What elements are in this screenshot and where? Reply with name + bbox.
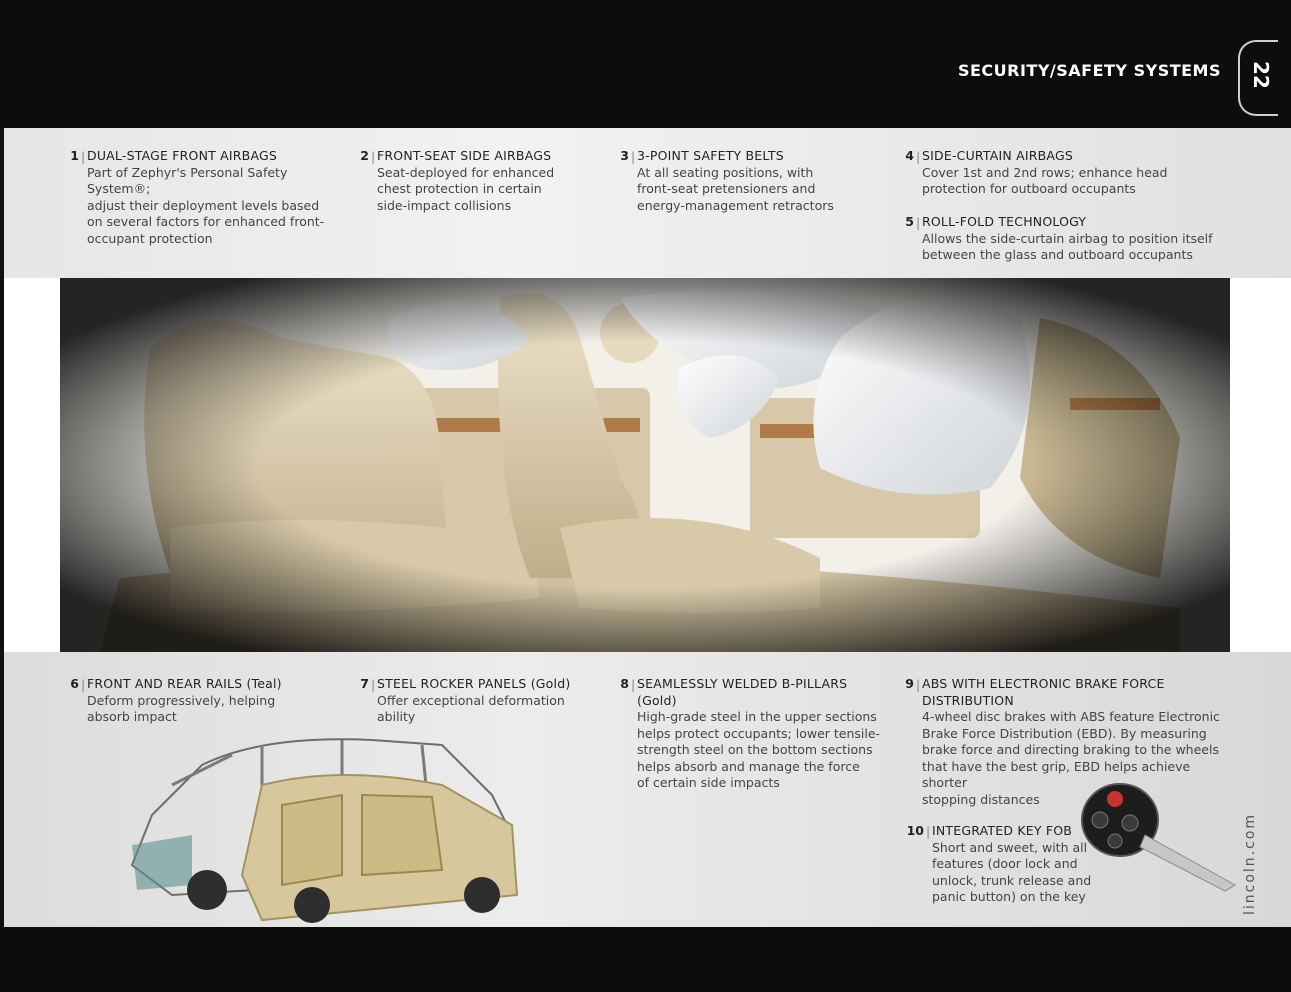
- feature-number: 2: [360, 148, 369, 163]
- feature-number: 5: [905, 214, 914, 229]
- feature-number: 4: [905, 148, 914, 163]
- feature-number: 7: [360, 676, 369, 691]
- feature-desc: High-grade steel in the upper sections: [637, 709, 877, 724]
- feature-desc: helps protect occupants; lower tensile-: [637, 725, 881, 741]
- feature-title: SIDE-CURTAIN AIRBAGS: [922, 148, 1073, 163]
- feature-title: FRONT-SEAT SIDE AIRBAGS: [377, 148, 552, 163]
- feature-1: 1 | DUAL-STAGE FRONT AIRBAGS Part of Zephyr's Personal Safety System®; adjust their deployment levels based on several factors for enhanced front- occupant protection: [87, 148, 337, 247]
- key-fob-illustration: [1075, 775, 1245, 895]
- feature-desc: stopping distances: [922, 791, 1040, 807]
- feature-title: ABS WITH ELECTRONIC BRAKE FORCE: [922, 676, 1165, 691]
- feature-number: 1: [70, 148, 79, 163]
- feature-7: 7 | STEEL ROCKER PANELS (Gold) Offer exceptional deformation ability: [377, 676, 607, 726]
- feature-desc: Short and sweet, with all: [932, 839, 1088, 855]
- feature-desc: that have the best grip, EBD helps achieve shorter: [922, 758, 1191, 790]
- feature-title: FRONT AND REAR RAILS (Teal): [87, 676, 282, 691]
- feature-desc: Offer exceptional deformation ability: [377, 692, 565, 724]
- feature-desc: Part of Zephyr's Personal Safety System®;: [87, 164, 288, 196]
- feature-desc: Brake Force Distribution (EBD). By measuring: [922, 725, 1207, 741]
- car-body-frame-illustration: [112, 725, 537, 925]
- feature-desc: absorb impact: [87, 709, 177, 724]
- feature-desc: unlock, trunk release and: [932, 872, 1092, 888]
- feature-number: 8: [620, 676, 629, 691]
- feature-title-line2: DISTRIBUTION: [922, 692, 1014, 708]
- feature-title: ROLL-FOLD TECHNOLOGY: [922, 214, 1087, 229]
- section-title: SECURITY/SAFETY SYSTEMS: [957, 61, 1221, 80]
- feature-desc: 4-wheel disc brakes with ABS feature Electronic: [922, 709, 1220, 724]
- feature-desc: helps absorb and manage the force: [637, 758, 860, 774]
- feature-title: SEAMLESSLY WELDED B-PILLARS (Gold): [637, 676, 848, 708]
- feature-desc: At all seating positions, with: [637, 164, 814, 180]
- feature-6: 6 | FRONT AND REAR RAILS (Teal) Deform progressively, helping absorb impact: [87, 676, 327, 726]
- feature-number: 10: [906, 823, 924, 838]
- feature-number: 3: [620, 148, 629, 163]
- feature-desc: occupant protection: [87, 230, 213, 246]
- feature-desc: of certain side impacts: [637, 775, 780, 790]
- feature-desc: chest protection in certain: [377, 181, 542, 196]
- feature-5: 5 | ROLL-FOLD TECHNOLOGY Allows the side-curtain airbag to position itself between the glass and outboard occupants: [922, 214, 1222, 264]
- feature-desc: energy-management retractors: [637, 197, 834, 213]
- feature-9: 9 | ABS WITH ELECTRONIC BRAKE FORCE DISTRIBUTION 4-wheel disc brakes with ABS feature Electronic Brake Force Distribution (EBD). By measuring brake force and directing braking to the wheels that have the best grip, EBD helps achieve shorter stopping distances: [922, 676, 1232, 808]
- feature-desc: brake force and directing braking to the wheels: [922, 742, 1219, 757]
- feature-desc: between the glass and outboard occupants: [922, 247, 1193, 262]
- page-number: 22: [1249, 61, 1273, 89]
- feature-8: 8 | SEAMLESSLY WELDED B-PILLARS (Gold) High-grade steel in the upper sections helps protect occupants; lower tensile- strength steel on the bottom sections helps absorb and manage the force of certain side impacts: [637, 676, 887, 792]
- feature-desc: strength steel on the bottom sections: [637, 742, 873, 757]
- feature-desc: Allows the side-curtain airbag to position itself: [922, 230, 1213, 246]
- bottom-black-bar: [0, 927, 1291, 992]
- feature-title: DUAL-STAGE FRONT AIRBAGS: [87, 148, 277, 163]
- feature-desc: side-impact collisions: [377, 197, 512, 213]
- feature-desc: features (door lock and: [932, 856, 1078, 871]
- feature-desc: Seat-deployed for enhanced: [377, 164, 555, 180]
- feature-desc: front-seat pretensioners and: [637, 181, 816, 196]
- car-interior-illustration: [60, 278, 1230, 652]
- feature-10: 10 | INTEGRATED KEY FOB Short and sweet, with all features (door lock and unlock, trunk release and panic button) on the key: [932, 823, 1092, 906]
- feature-title: 3-POINT SAFETY BELTS: [637, 148, 784, 163]
- feature-2: 2 | FRONT-SEAT SIDE AIRBAGS Seat-deployed for enhanced chest protection in certain side-impact collisions: [377, 148, 587, 214]
- feature-4: 4 | SIDE-CURTAIN AIRBAGS Cover 1st and 2nd rows; enhance head protection for outboard occupants: [922, 148, 1222, 198]
- feature-desc: Cover 1st and 2nd rows; enhance head: [922, 164, 1168, 180]
- feature-desc: adjust their deployment levels based: [87, 197, 320, 213]
- feature-title: STEEL ROCKER PANELS (Gold): [377, 676, 571, 691]
- feature-desc: on several factors for enhanced front-: [87, 214, 325, 229]
- feature-number: 9: [905, 676, 914, 691]
- feature-desc: panic button) on the key: [932, 889, 1086, 904]
- website-url: lincoln.com: [1242, 812, 1258, 915]
- feature-title: INTEGRATED KEY FOB: [932, 823, 1073, 838]
- feature-number: 6: [70, 676, 79, 691]
- feature-3: 3 | 3-POINT SAFETY BELTS At all seating positions, with front-seat pretensioners and energy-management retractors: [637, 148, 867, 214]
- feature-desc: Deform progressively, helping: [87, 692, 276, 708]
- feature-desc: protection for outboard occupants: [922, 181, 1136, 196]
